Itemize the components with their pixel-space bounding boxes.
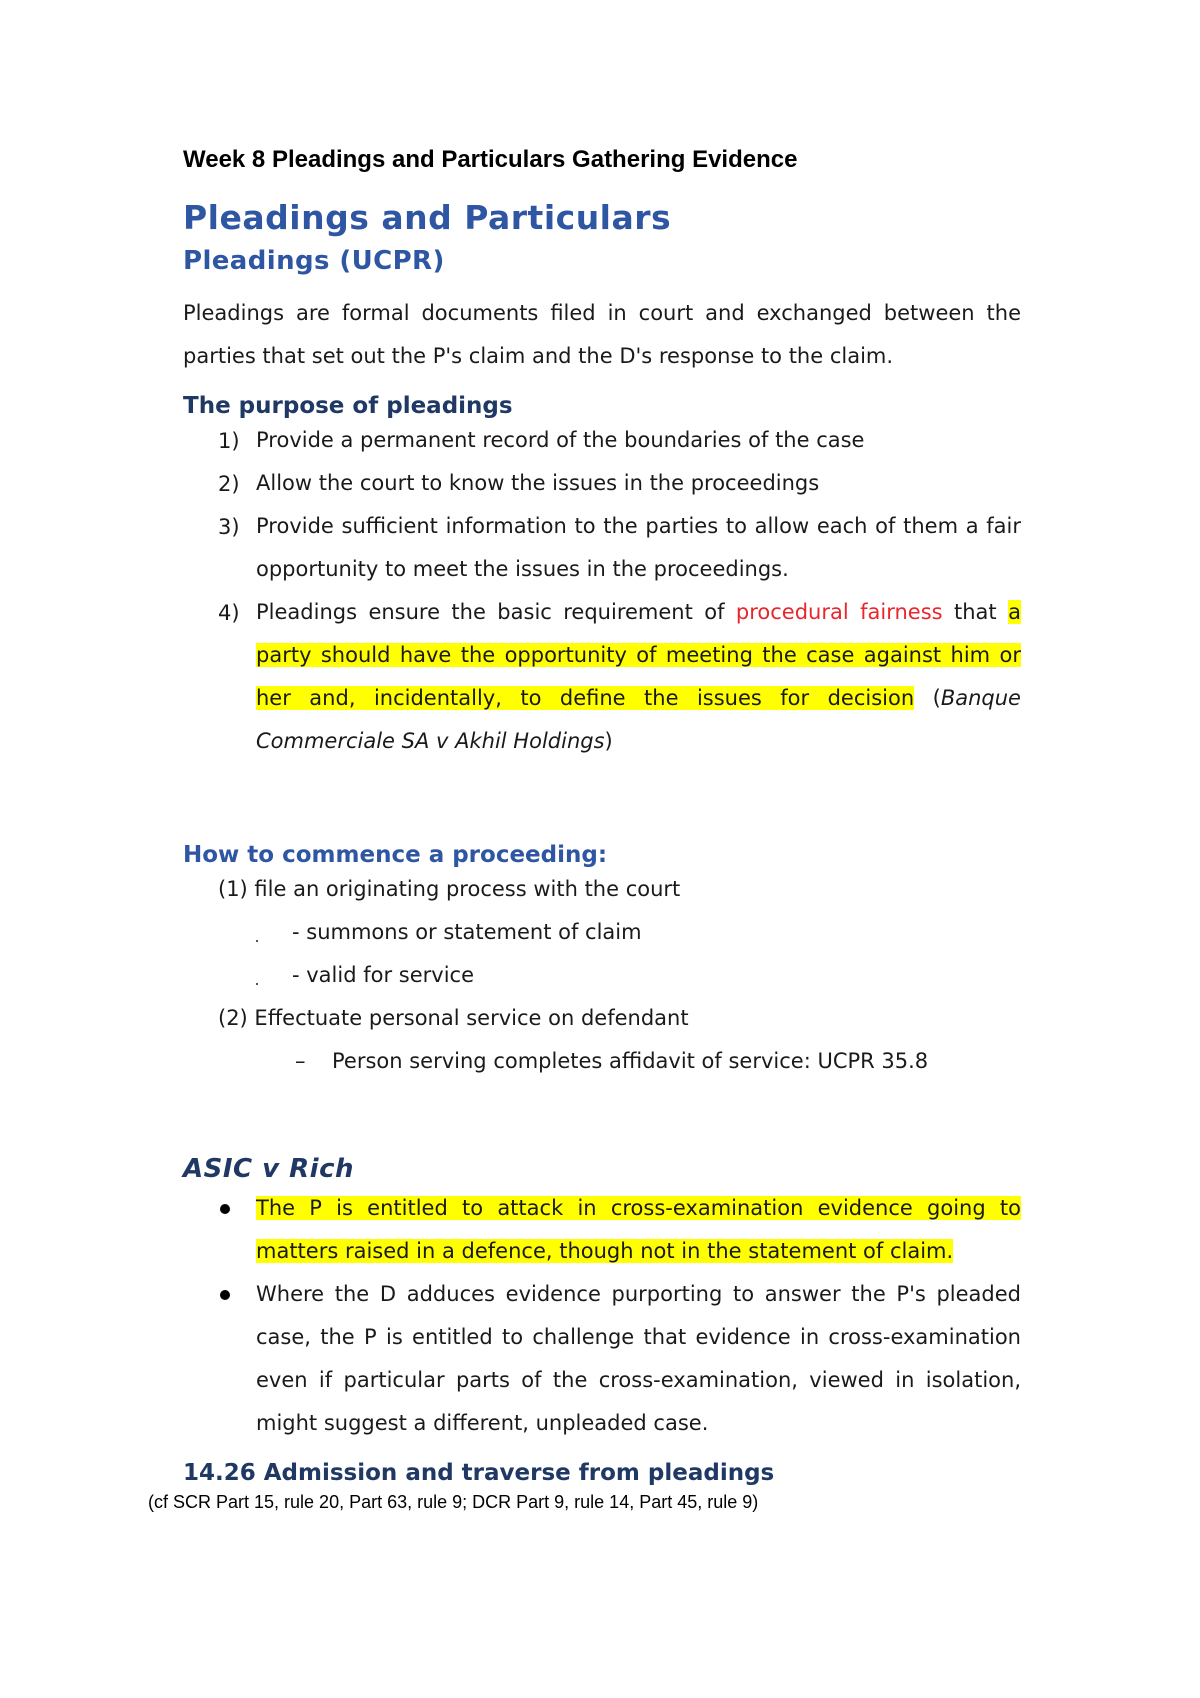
paren-open: ( (932, 686, 941, 710)
asic-bullet-2-line: might suggest a different, unpleaded case. (256, 1411, 709, 1435)
highlighted-text: party should have the opportunity of meeting the case against him or (256, 643, 1021, 667)
list-item: Allow the court to know the issues in the proceedings (256, 471, 820, 495)
intro-line-2: parties that set out the P's claim and the D's response to the claim. (183, 344, 894, 368)
commence-step-2: (2) Effectuate personal service on defendant (218, 1006, 689, 1030)
dash-marker: – (295, 1049, 306, 1073)
heading-admission-and-traverse: 14.26 Admission and traverse from pleadings (183, 1460, 775, 1486)
highlighted-text: The P is entitled to attack in cross-examination evidence going to (256, 1196, 1021, 1220)
heading-pleadings-ucpr: Pleadings (UCPR) (183, 246, 445, 276)
list-number: 3) (218, 515, 240, 539)
paren-close: ) (604, 729, 613, 753)
list-item-text: Pleadings ensure the basic requirement of (256, 600, 725, 624)
commence-step-2-sub: Person serving completes affidavit of service: UCPR 35.8 (332, 1049, 929, 1073)
list-item-line (256, 634, 1021, 677)
list-item-line: Provide sufficient information to the parties to allow each of them a fair (256, 514, 1021, 538)
list-item-line (256, 591, 1021, 634)
highlighted-text: matters raised in a defence, though not in the statement of claim. (256, 1239, 954, 1263)
case-name: Banque (940, 686, 1021, 710)
commence-step-1: (1) file an originating process with the court (218, 877, 681, 901)
intro-line-1: Pleadings are formal documents filed in court and exchanged between the (183, 301, 1021, 325)
asic-bullet-2-line: case, the P is entitled to challenge that evidence in cross-examination (256, 1325, 1021, 1349)
list-number: 4) (218, 601, 240, 625)
list-item: Provide a permanent record of the boundaries of the case (256, 428, 865, 452)
asic-bullet-2-line: even if particular parts of the cross-examination, viewed in isolation, (256, 1368, 1021, 1392)
heading-purpose-of-pleadings: The purpose of pleadings (183, 393, 513, 419)
list-item-line (256, 677, 1021, 720)
admission-note: (cf SCR Part 15, rule 20, Part 63, rule 9; DCR Part 9, rule 14, Part 45, rule 9) (148, 1492, 759, 1512)
heading-asic-v-rich: ASIC v Rich (183, 1154, 355, 1184)
highlighted-text: her and, incidentally, to define the issues for decision (256, 686, 915, 710)
asic-bullet-2-line: Where the D adduces evidence purporting to answer the P's pleaded (256, 1282, 1021, 1306)
list-item-line: opportunity to meet the issues in the proceedings. (256, 557, 789, 581)
asic-bullet-1-line (256, 1230, 1021, 1273)
bullet-icon (220, 1204, 230, 1214)
heading-pleadings-and-particulars: Pleadings and Particulars (183, 198, 672, 237)
heading-how-to-commence: How to commence a proceeding: (183, 842, 608, 868)
list-number: 2) (218, 472, 240, 496)
asic-bullet-1-line (256, 1187, 1021, 1230)
commence-step-1-sub: - summons or statement of claim (292, 920, 642, 944)
commence-step-1-sub: - valid for service (292, 963, 474, 987)
list-item-line (256, 720, 1021, 763)
procedural-fairness-term: procedural fairness (735, 600, 943, 624)
bullet-icon (220, 1290, 230, 1300)
highlighted-text: a (1008, 600, 1021, 624)
document-title: Week 8 Pleadings and Particulars Gathering Evidence (183, 146, 798, 173)
list-number: 1) (218, 429, 240, 453)
case-name: Commerciale SA v Akhil Holdings (256, 729, 605, 753)
marker-dot (256, 940, 258, 942)
list-item-text: that (954, 600, 997, 624)
marker-dot (256, 983, 258, 985)
